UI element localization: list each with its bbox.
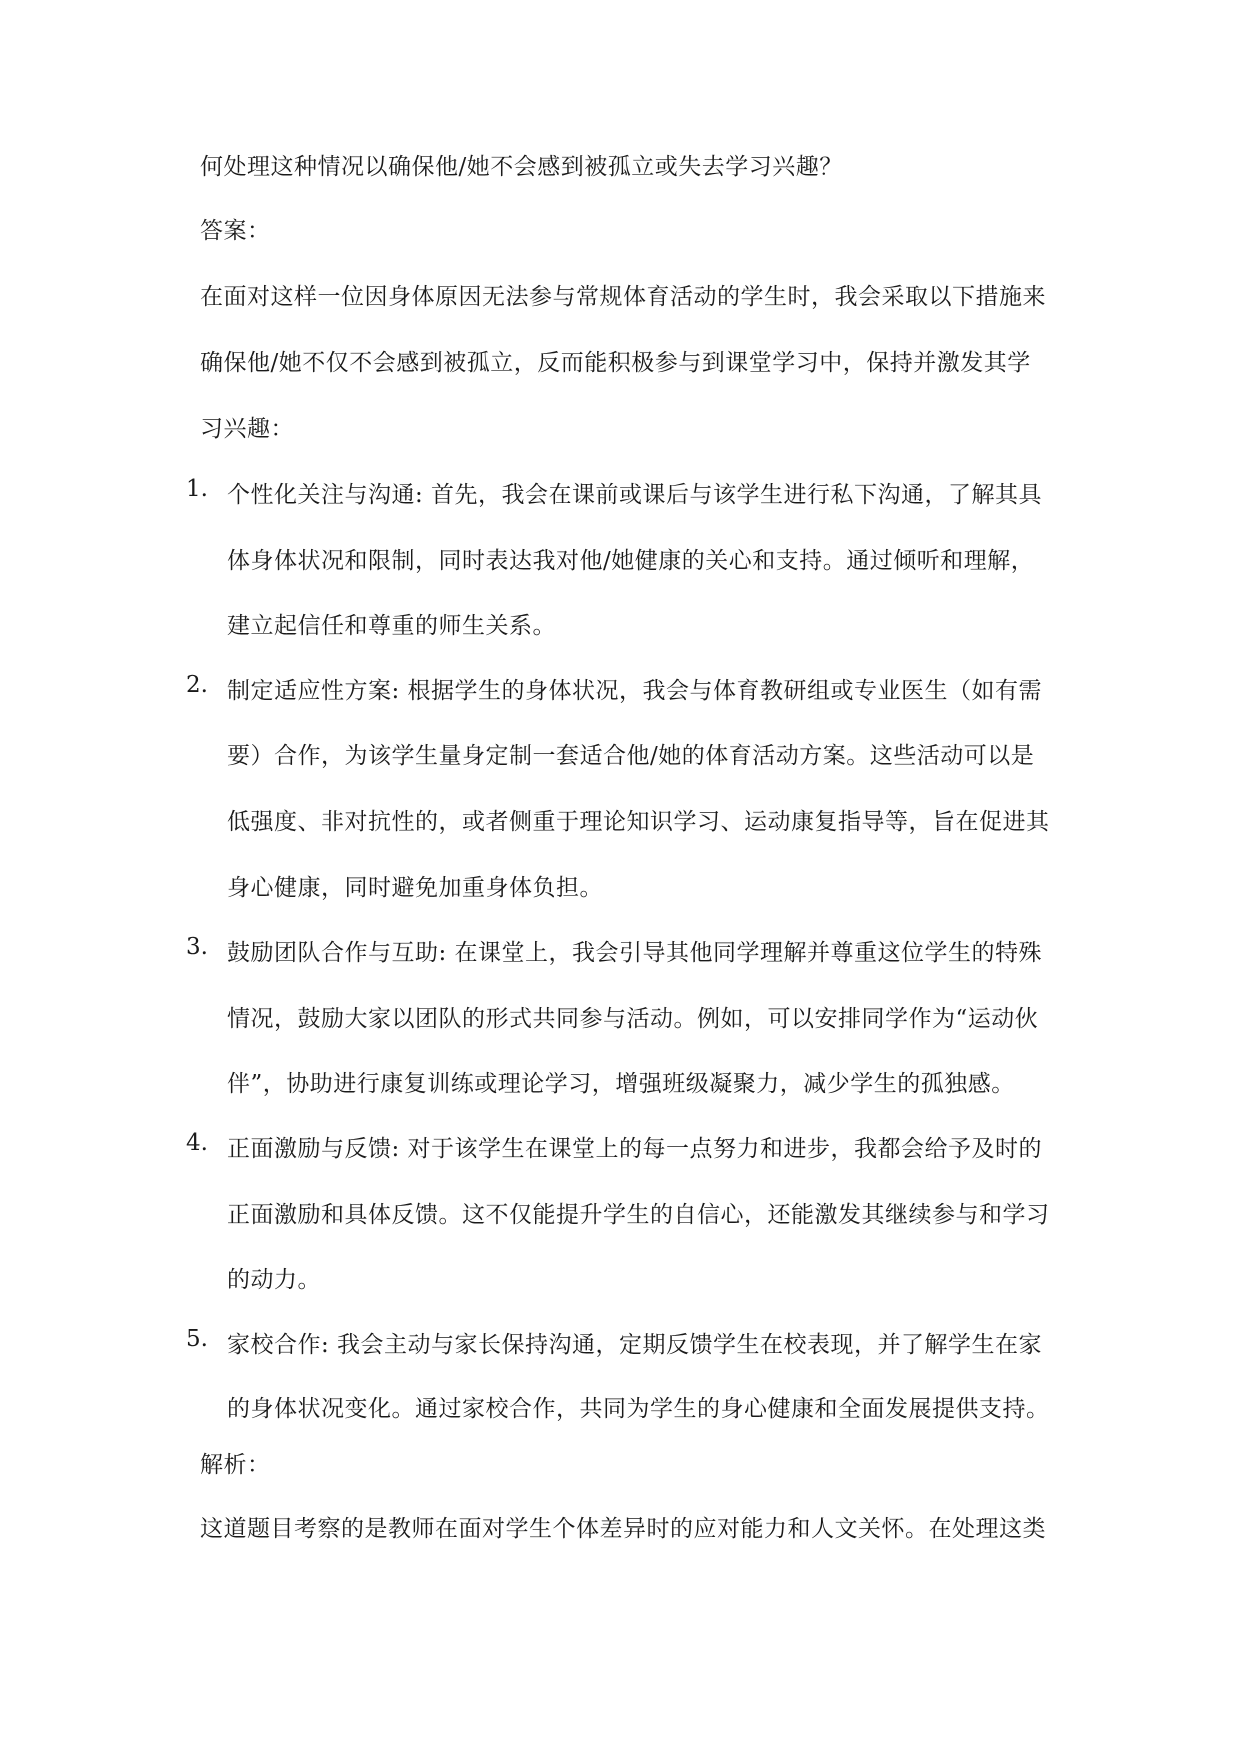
list-line: 制定适应性方案: 根据学生的身体状况，我会与体育教研组或专业医生（如有需 — [227, 678, 1043, 704]
list-line: 正面激励与反馈: 对于该学生在课堂上的每一点努力和进步，我都会给予及时的 — [227, 1136, 1043, 1162]
list-number: 4. — [186, 1130, 208, 1156]
list-line: 正面激励和具体反馈。这不仅能提升学生的自信心，还能激发其继续参与和学习 — [227, 1202, 1050, 1228]
analysis-line: 这道题目考察的是教师在面对学生个体差异时的应对能力和人文关怀。在处理这类 — [200, 1516, 1046, 1542]
list-number: 1. — [186, 476, 208, 502]
list-line: 身心健康，同时避免加重身体负担。 — [227, 875, 603, 901]
list-line: 情况，鼓励大家以团队的形式共同参与活动。例如，可以安排同学作为“运动伙 — [227, 1006, 1039, 1032]
intro-line: 习兴趣： — [200, 416, 294, 442]
list-line: 家校合作: 我会主动与家长保持沟通，定期反馈学生在校表现，并了解学生在家 — [227, 1332, 1043, 1358]
list-line: 的动力。 — [227, 1267, 321, 1293]
list-number: 3. — [186, 934, 208, 960]
intro-line: 在面对这样一位因身体原因无法参与常规体育活动的学生时，我会采取以下措施来 — [200, 284, 1046, 310]
answer-heading: 答案： — [200, 218, 271, 244]
list-line: 伴”，协助进行康复训练或理论学习，增强班级凝聚力，减少学生的孤独感。 — [227, 1071, 1015, 1097]
question-tail: 何处理这种情况以确保他/她不会感到被孤立或失去学习兴趣？ — [200, 154, 843, 180]
analysis-heading: 解析： — [200, 1452, 271, 1478]
list-line: 的身体状况变化。通过家校合作，共同为学生的身心健康和全面发展提供支持。 — [227, 1396, 1050, 1422]
list-number: 2. — [186, 672, 208, 698]
intro-line: 确保他/她不仅不会感到被孤立，反而能积极参与到课堂学习中，保持并激发其学 — [200, 350, 1031, 376]
list-line: 鼓励团队合作与互助: 在课堂上，我会引导其他同学理解并尊重这位学生的特殊 — [227, 940, 1043, 966]
list-number: 5. — [186, 1326, 208, 1352]
list-line: 建立起信任和尊重的师生关系。 — [227, 613, 556, 639]
list-line: 个性化关注与沟通: 首先，我会在课前或课后与该学生进行私下沟通，了解其具 — [227, 482, 1043, 508]
list-line: 要）合作，为该学生量身定制一套适合他/她的体育活动方案。这些活动可以是 — [227, 743, 1035, 769]
list-line: 体身体状况和限制，同时表达我对他/她健康的关心和支持。通过倾听和理解， — [227, 548, 1035, 574]
list-line: 低强度、非对抗性的，或者侧重于理论知识学习、运动康复指导等，旨在促进其 — [227, 809, 1050, 835]
